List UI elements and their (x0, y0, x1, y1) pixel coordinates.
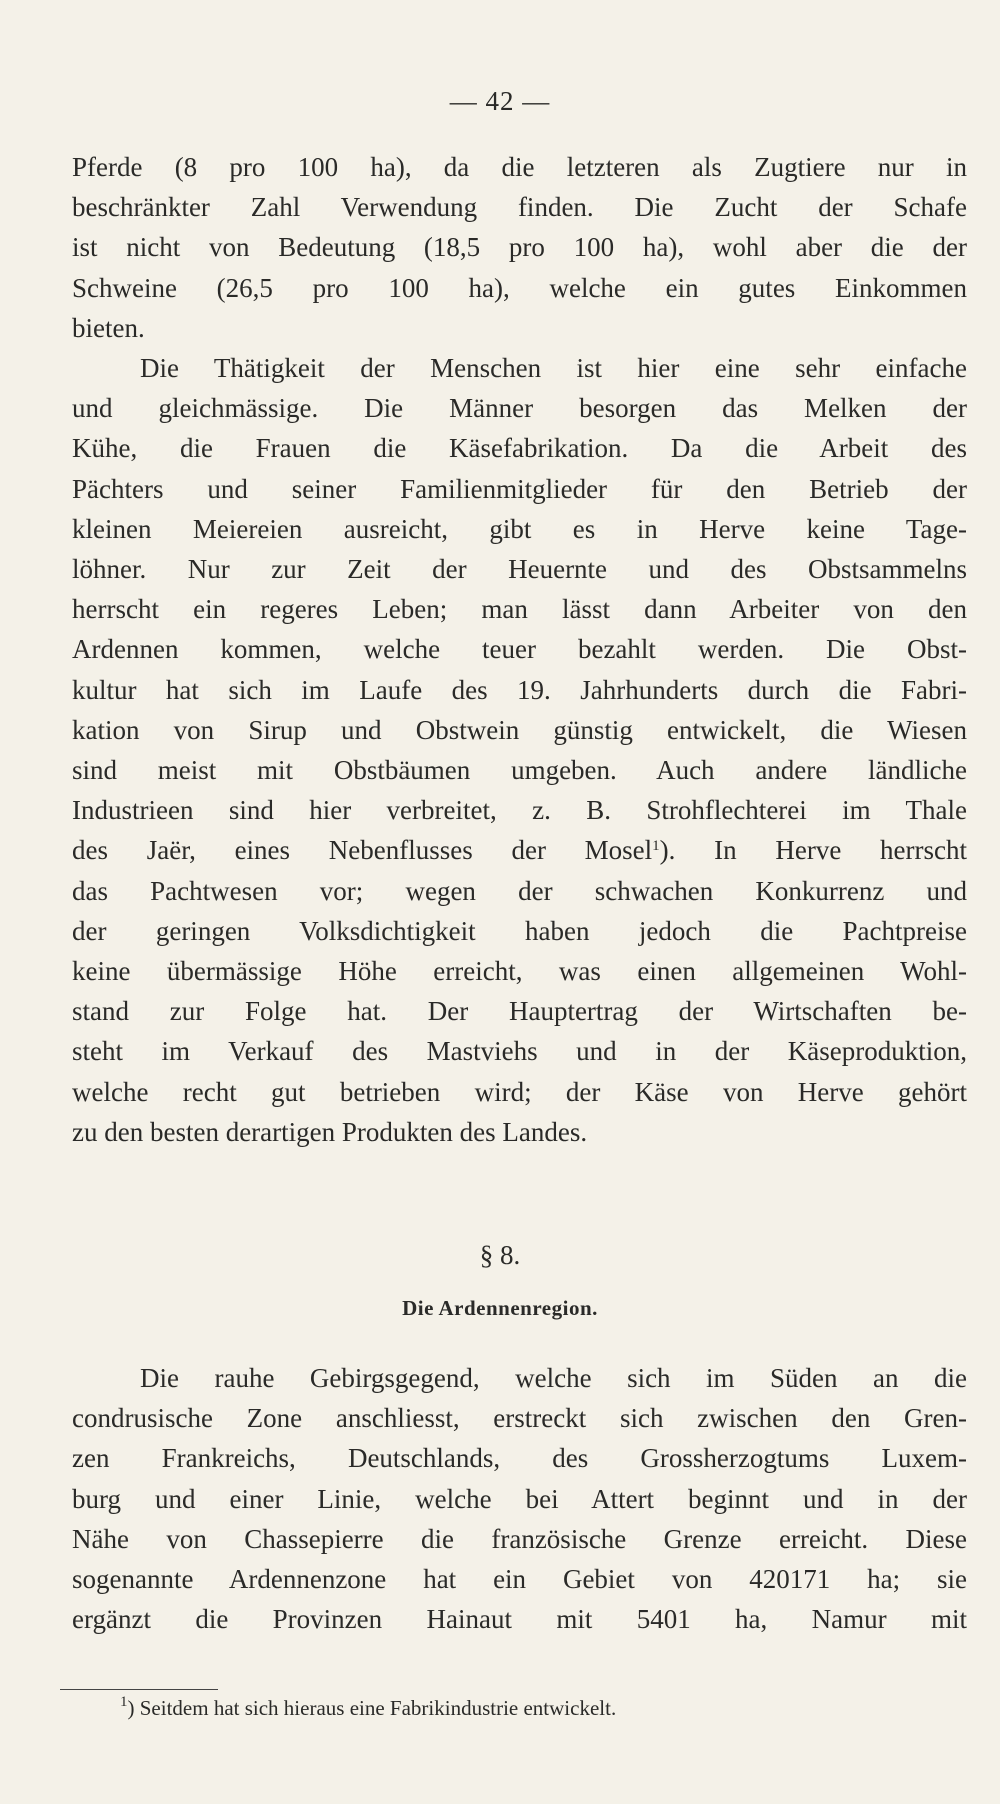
text-segment: ). In Herve herrscht (659, 835, 967, 866)
text-line: stand zur Folge hat. Der Hauptertrag der Wirtschaften be- (72, 996, 967, 1027)
text-line-with-footnote (72, 830, 967, 870)
text-line: ergänzt die Provinzen Hainaut mit 5401 ha, Namur mit (72, 1604, 967, 1635)
text-line: keine übermässige Höhe erreicht, was einen allgemeinen Wohl- (72, 956, 967, 987)
footnote-text: ) Seitdem hat sich hieraus eine Fabrikindustrie entwickelt. (127, 1696, 617, 1720)
text-line: Ardennen kommen, welche teuer bezahlt werden. Die Obst- (72, 634, 967, 665)
text-line: welche recht gut betrieben wird; der Käse von Herve gehört (72, 1076, 967, 1107)
section-number: § 8. (479, 1240, 521, 1270)
text-line: zen Frankreichs, Deutschlands, des Grossherzogtums Luxem- (72, 1443, 967, 1474)
text-line: löhner. Nur zur Zeit der Heuernte und des Obstsammelns (72, 554, 967, 585)
text-line: condrusische Zone anschliesst, erstreckt sich zwischen den Gren- (72, 1403, 967, 1434)
text-line: steht im Verkauf des Mastviehs und in der Käseproduktion, (72, 1036, 967, 1067)
footnote (120, 1696, 616, 1721)
text-line: beschränkter Zahl Verwendung finden. Die Zucht der Schafe (72, 192, 967, 223)
text-line: Industrieen sind hier verbreitet, z. B. Strohflechterei im Thale (72, 795, 967, 826)
paragraph-livestock (72, 147, 967, 348)
text-line: herrscht ein regeres Leben; man lässt dann Arbeiter von den (72, 594, 967, 625)
section-title: Die Ardennenregion. (402, 1296, 598, 1320)
text-line: burg und einer Linie, welche bei Attert beginnt und in der (72, 1483, 967, 1514)
text-line: bieten. (72, 312, 145, 343)
footnote-reference: 1 (652, 838, 660, 855)
text-line: Nähe von Chassepierre die französische Grenze erreicht. Diese (72, 1523, 967, 1554)
page-number: — 42 — (449, 86, 551, 116)
text-line: zu den besten derartigen Produkten des Landes. (72, 1116, 588, 1147)
text-line: sind meist mit Obstbäumen umgeben. Auch andere ländliche (72, 755, 967, 786)
paragraph-ardennes (72, 1358, 967, 1639)
text-line: kultur hat sich im Laufe des 19. Jahrhunderts durch die Fabri- (72, 674, 967, 705)
footnote-marker: 1 (120, 1694, 128, 1710)
text-line: Pächters und seiner Familienmitglieder für den Betrieb der (72, 473, 967, 504)
text-line: kleinen Meiereien ausreicht, gibt es in Herve keine Tage- (72, 513, 967, 544)
text-line: Die Thätigkeit der Menschen ist hier eine sehr einfache (140, 353, 967, 383)
text-line: sogenannte Ardennenzone hat ein Gebiet von 420171 ha; sie (72, 1564, 967, 1595)
text-line: ist nicht von Bedeutung (18,5 pro 100 ha), wohl aber die der (72, 232, 967, 263)
text-line: Kühe, die Frauen die Käsefabrikation. Da die Arbeit des (72, 433, 967, 464)
text-line: Die rauhe Gebirgsgegend, welche sich im Süden an die (140, 1363, 967, 1393)
text-line: Pferde (8 pro 100 ha), da die letzteren als Zugtiere nur in (72, 152, 967, 182)
text-line: Schweine (26,5 pro 100 ha), welche ein gutes Einkommen (72, 272, 967, 303)
text-line: der geringen Volksdichtigkeit haben jedoch die Pachtpreise (72, 915, 967, 946)
text-segment: des Jaër, eines Nebenflusses der Mosel (72, 835, 653, 866)
paragraph-activity (72, 348, 967, 1152)
text-line: kation von Sirup und Obstwein günstig entwickelt, die Wiesen (72, 714, 967, 745)
text-line: das Pachtwesen vor; wegen der schwachen Konkurrenz und (72, 875, 967, 906)
footnote-divider (60, 1689, 218, 1690)
text-line: und gleichmässige. Die Männer besorgen das Melken der (72, 393, 967, 424)
